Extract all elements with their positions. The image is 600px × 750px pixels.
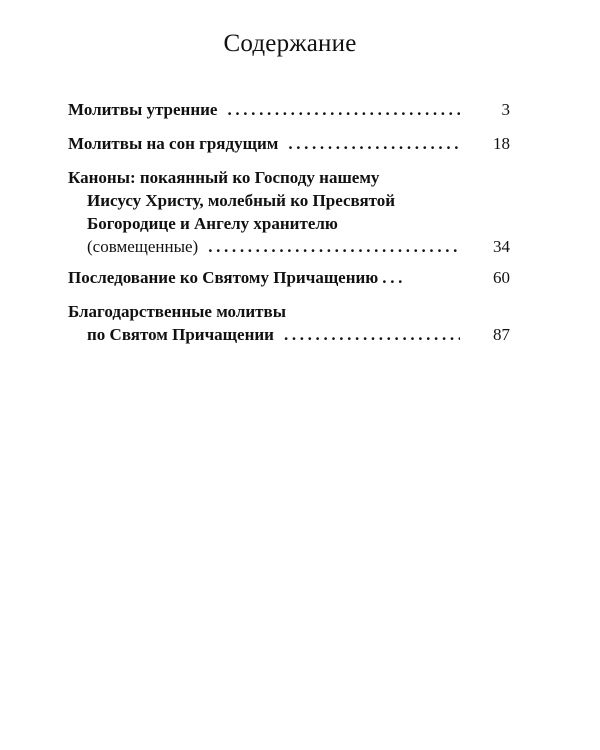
toc-page-number: 18 [493,134,510,153]
toc-entry-morning-prayers[interactable] [68,98,510,121]
toc-entry-title-line-4: (совмещенные) [87,237,199,256]
toc-entry-title: Последование ко Святому Причащению [68,268,379,287]
toc-entry-title: Молитвы утренние [68,100,218,119]
toc-entry-title: Молитвы на сон грядущим [68,134,279,153]
toc-page-number: 34 [493,237,510,256]
toc-entry-title-line-2: по Святом Причащении [87,325,274,344]
dot-leader [198,235,460,258]
toc-page-number: 3 [501,100,510,119]
dot-leader [217,98,460,121]
toc-entry-title-line-1: Каноны: покаянный ко Господу нашему [68,168,380,187]
toc-entry-title-line-1: Благодарственные молитвы [68,302,286,321]
toc-entry-thanksgiving-prayers[interactable] [68,300,510,346]
toc-entry-evening-prayers[interactable] [68,132,510,155]
toc-page-number: 60 [493,268,510,287]
dot-leader [378,266,402,289]
toc-entry-title-line-2: Иисусу Христу, молебный ко Пресвятой [87,191,396,210]
page-title: Содержание [223,30,357,57]
dot-leader [274,323,460,346]
toc-entry-title-line-3: Богородице и Ангелу хранителю [87,214,338,233]
toc-entry-canons[interactable] [68,166,510,258]
toc-page-number: 87 [493,325,510,344]
toc-entry-communion-rule[interactable] [68,266,510,289]
dot-leader [278,132,460,155]
